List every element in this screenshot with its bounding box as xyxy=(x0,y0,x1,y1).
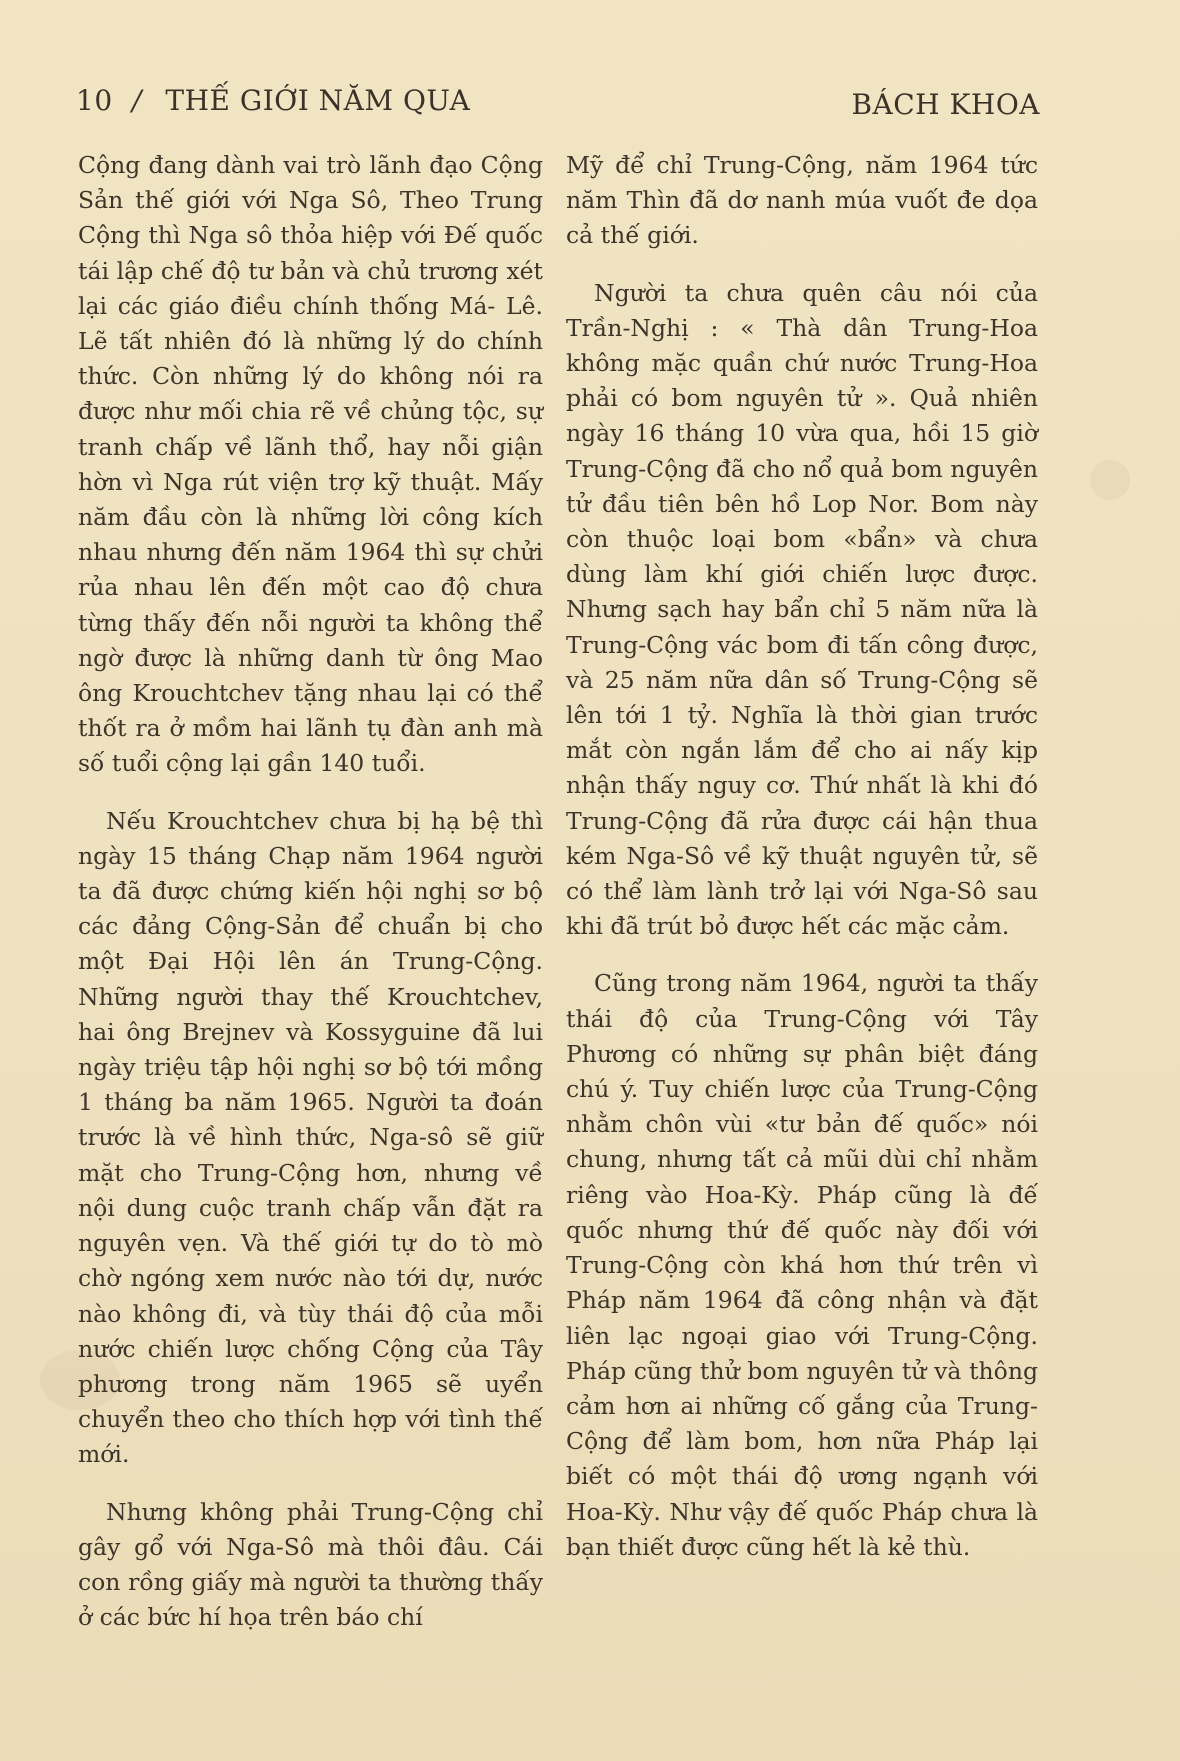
header-separator: / xyxy=(132,84,142,117)
paragraph: Cũng trong năm 1964, người ta thấy thái độ của Trung-Cộng với Tây Phương có những sự phân biệt đáng chú ý. Tuy chiến lược của Trung-Cộng nhằm chôn vùi «tư bản đế quốc» nói chung, nhưng tất cả mũi dùi chỉ nhằm riêng vào Hoa-Kỳ. Pháp cũng là đế quốc nhưng thứ đế quốc này đối với Trung-Cộng còn khá hơn thứ trên vì Pháp năm 1964 đã công nhận và đặt liên lạc ngoại giao với Trung-Cộng. Pháp cũng thử bom nguyên tử và thông cảm hơn ai những cố gắng của Trung-Cộng để làm bom, hơn nữa Pháp lại biết có một thái độ ương ngạnh với Hoa-Kỳ. Như vậy đế quốc Pháp chưa là bạn thiết được cũng hết là kẻ thù. xyxy=(566,969,1038,1561)
left-column xyxy=(78,148,543,1657)
section-title: THẾ GIỚI NĂM QUA xyxy=(165,84,471,117)
header-left xyxy=(76,84,470,117)
page-number: 10 xyxy=(76,84,113,117)
paragraph: Mỹ để chỉ Trung-Cộng, năm 1964 tức năm Thìn đã dơ nanh múa vuốt đe dọa cả thế giới. xyxy=(566,151,1038,250)
paragraph: Người ta chưa quên câu nói của Trần-Nghị : « Thà dân Trung-Hoa không mặc quần chứ nước Trung-Hoa phải có bom nguyên tử ». Quả nhiên ngày 16 tháng 10 vừa qua, hồi 15 giờ Trung-Cộng đã cho nổ quả bom nguyên tử đầu tiên bên hồ Lop Nor. Bom này còn thuộc loại bom «bẩn» và chưa dùng làm khí giới chiến lược được. Nhưng sạch hay bẩn chỉ 5 năm nữa là Trung-Cộng vác bom đi tấn công được, và 25 năm nữa dân số Trung-Cộng sẽ lên tới 1 tỷ. Nghĩa là thời gian trước mắt còn ngắn lắm để cho ai nấy kịp nhận thấy nguy cơ. Thứ nhất là khi đó Trung-Cộng đã rửa được cái hận thua kém Nga-Sô về kỹ thuật nguyên tử, sẽ có thể làm lành trở lại với Nga-Sô sau khi đã trút bỏ được hết các mặc cảm. xyxy=(566,278,1038,941)
publication-name: BÁCH KHOA xyxy=(851,88,1040,121)
page-header xyxy=(76,84,1040,134)
right-column xyxy=(566,148,1038,1587)
paper-stain xyxy=(1090,460,1130,500)
paragraph: Nhưng không phải Trung-Cộng chỉ gây gổ với Nga-Sô mà thôi đâu. Cái con rồng giấy mà người ta thường thấy ở các bức hí họa trên báo chí xyxy=(78,1497,543,1632)
paragraph: Nếu Krouchtchev chưa bị hạ bệ thì ngày 15 tháng Chạp năm 1964 người ta đã được chứng kiến hội nghị sơ bộ các đảng Cộng-Sản để chuẩn bị cho một Đại Hội lên án Trung-Cộng. Những người thay thế Krouchtchev, hai ông Brejnev và Kossyguine đã lui ngày triệu tập hội nghị sơ bộ tới mồng 1 tháng ba năm 1965. Người ta đoán trước là về hình thức, Nga-sô sẽ giữ mặt cho Trung-Cộng hơn, nhưng về nội dung cuộc tranh chấp vẫn đặt ra nguyên vẹn. Và thế giới tự do tò mò chờ ngóng xem nước nào tới dự, nước nào không đi, và tùy thái độ của mỗi nước chiến lược chống Cộng của Tây phương trong năm 1965 sẽ uyển chuyển theo cho thích hợp với tình thế mới. xyxy=(78,806,543,1469)
paragraph: Cộng đang dành vai trò lãnh đạo Cộng Sản thế giới với Nga Sô, Theo Trung Cộng thì Nga sô thỏa hiệp với Đế quốc tái lập chế độ tư bản và chủ trương xét lại các giáo điều chính thống Má- Lê. Lẽ tất nhiên đó là những lý do chính thức. Còn những lý do không nói ra được như mối chia rẽ về chủng tộc, sự tranh chấp về lãnh thổ, hay nỗi giận hờn vì Nga rút viện trợ kỹ thuật. Mấy năm đầu còn là những lời công kích nhau nhưng đến năm 1964 thì sự chửi rủa nhau lên đến một cao độ chưa từng thấy đến nỗi người ta không thể ngờ được là những danh từ ông Mao ông Krouchtchev tặng nhau lại có thể thốt ra ở mồm hai lãnh tụ đàn anh mà số tuổi cộng lại gần 140 tuổi. xyxy=(78,151,543,778)
